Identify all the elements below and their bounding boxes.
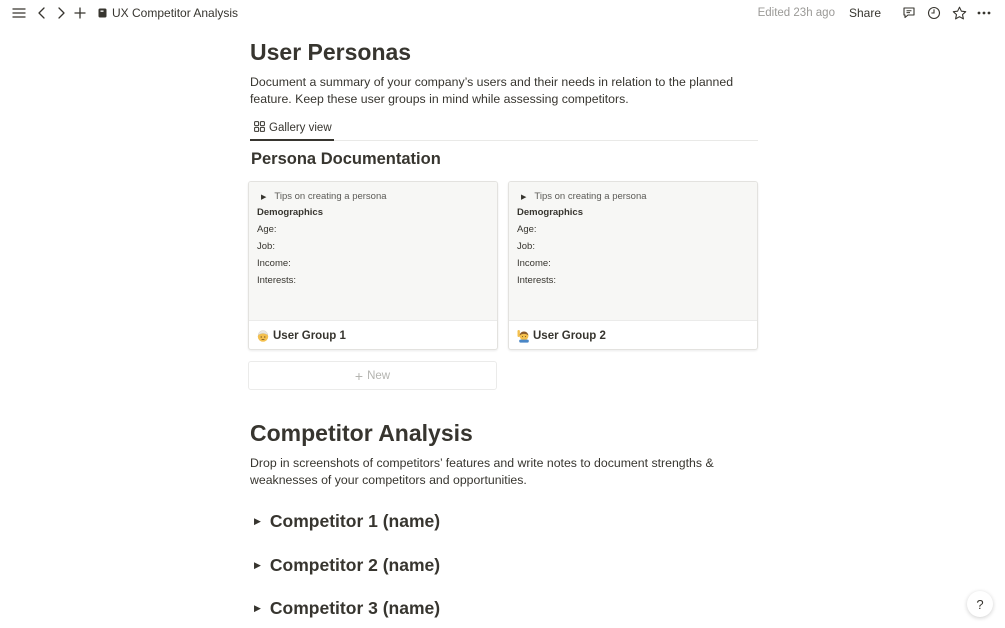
top-bar-left [10, 4, 238, 22]
tab-gallery-view[interactable] [250, 117, 334, 141]
persona-card-1[interactable] [248, 181, 498, 350]
back-icon[interactable] [33, 4, 51, 22]
tab-gallery-view-label: Gallery view [269, 122, 332, 134]
comment-icon[interactable] [900, 4, 918, 22]
new-card-button[interactable] [248, 361, 497, 390]
competitor-toggle-2[interactable] [254, 555, 440, 576]
card-preview [249, 182, 497, 321]
competitor-analysis-description: Drop in screenshots of competitors’ features and write notes to document strengths & weaknesses of your competitors and opportunities. [250, 456, 714, 487]
gallery-title[interactable]: Persona Documentation [251, 150, 441, 168]
new-card-label: New [367, 369, 391, 382]
card-footer [509, 322, 757, 350]
card-footer [249, 322, 497, 350]
demographic-income: Income: [257, 258, 291, 269]
help-button[interactable]: ? [967, 591, 993, 617]
share-button[interactable]: Share [848, 6, 881, 20]
card-preview [509, 182, 757, 321]
demographics-heading: Demographics [517, 207, 583, 218]
toggle-tips [261, 190, 489, 203]
persona-card-2[interactable] [508, 181, 758, 350]
demographic-interests: Interests: [517, 275, 557, 286]
page-icon [96, 7, 108, 19]
older-person-emoji-icon [256, 329, 270, 343]
add-icon[interactable] [71, 4, 89, 22]
toggle-triangle-icon[interactable]: ▶ [254, 560, 261, 570]
gallery-icon [254, 119, 265, 137]
toggle-triangle-icon[interactable]: ▶ [254, 603, 261, 613]
toggle-triangle-icon: ▶ [261, 193, 267, 201]
competitor-toggle-3[interactable] [254, 598, 440, 619]
more-icon[interactable] [975, 4, 993, 22]
demographic-income: Income: [517, 258, 551, 269]
plus-icon: + [354, 367, 364, 384]
toggle-tips-label: Tips on creating a persona [534, 191, 647, 202]
competitor-analysis-heading: Competitor Analysis [250, 420, 473, 446]
competitor-toggle-label: Competitor 1 (name) [269, 511, 441, 531]
edited-timestamp: Edited 23h ago [757, 7, 835, 19]
toggle-triangle-icon: ▶ [521, 193, 527, 201]
menu-icon[interactable] [10, 4, 28, 22]
competitor-toggle-label: Competitor 2 (name) [269, 555, 441, 575]
user-personas-description: Document a summary of your company’s users and their needs in relation to the planned feature. Keep these user groups in mind while assessing competitors. [250, 75, 734, 106]
demographic-interests: Interests: [257, 275, 297, 286]
top-bar [0, 0, 1005, 26]
toggle-tips-label: Tips on creating a persona [274, 191, 387, 202]
database-view-tabs [250, 117, 758, 141]
card-title: User Group 1 [273, 330, 346, 342]
history-icon[interactable] [925, 4, 943, 22]
forward-icon[interactable] [52, 4, 70, 22]
person-raising-hand-emoji-icon [516, 329, 530, 343]
breadcrumb-page-title[interactable]: UX Competitor Analysis [112, 6, 239, 20]
competitor-toggle-label: Competitor 3 (name) [269, 598, 441, 618]
card-title: User Group 2 [533, 330, 606, 342]
demographic-job: Job: [517, 241, 535, 252]
user-personas-heading: User Personas [250, 39, 412, 65]
demographic-job: Job: [257, 241, 275, 252]
demographics-heading: Demographics [257, 207, 323, 218]
top-bar-right [758, 4, 993, 22]
demographic-age: Age: [257, 224, 277, 235]
competitor-toggle-1[interactable] [254, 511, 440, 532]
toggle-triangle-icon[interactable]: ▶ [254, 516, 261, 526]
toggle-tips [521, 190, 749, 203]
demographic-age: Age: [517, 224, 537, 235]
star-icon[interactable] [950, 4, 968, 22]
